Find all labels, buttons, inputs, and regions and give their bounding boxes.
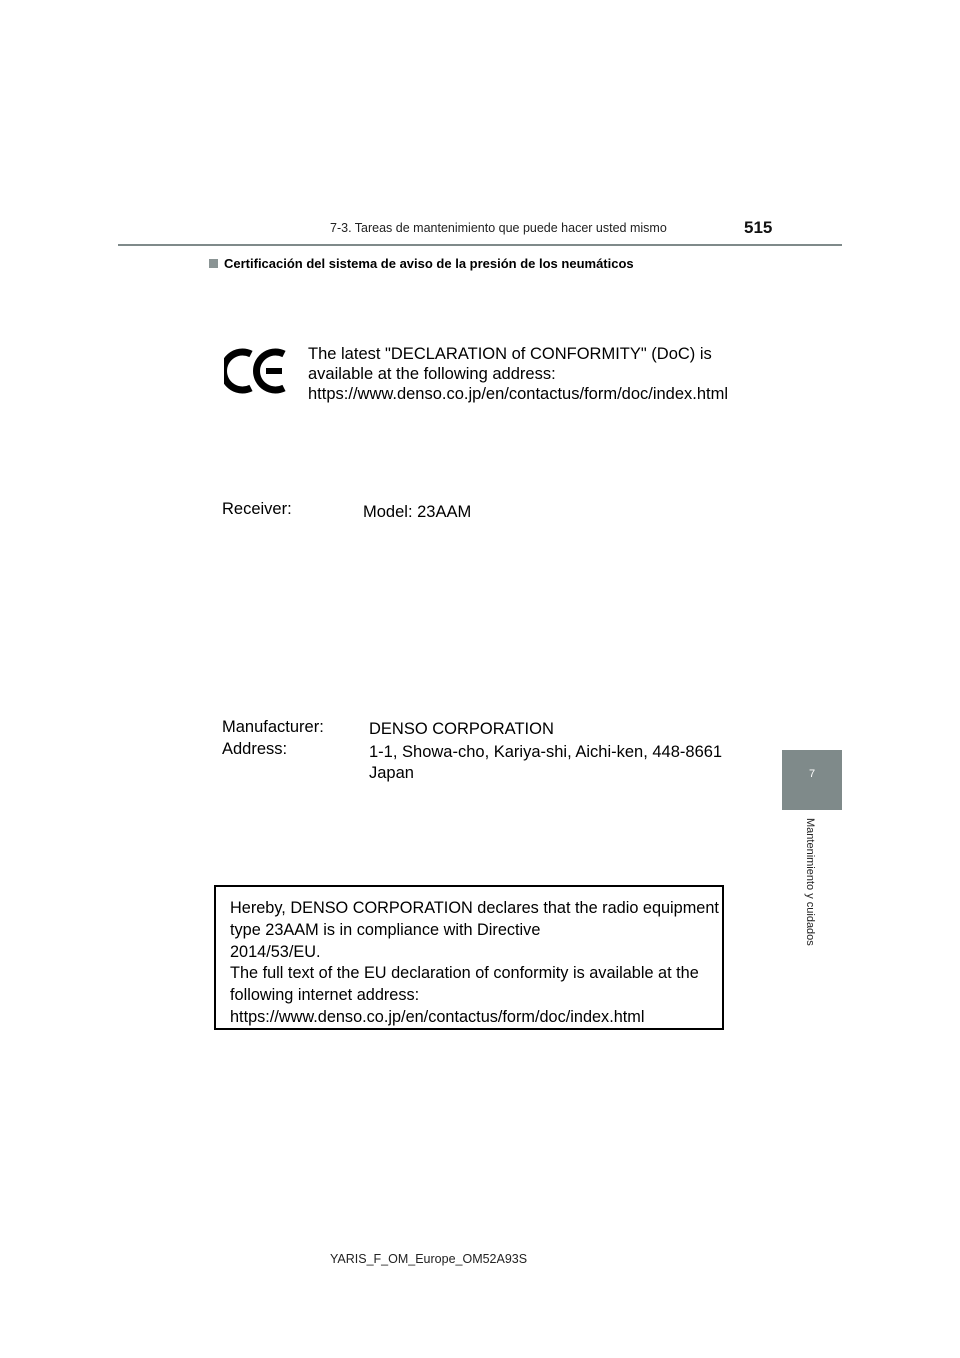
declaration-box <box>214 885 724 1030</box>
declaration-url: https://www.denso.co.jp/en/contactus/form/doc/index.html <box>230 1008 645 1026</box>
declaration-line: type 23AAM is in compliance with Directive <box>230 921 541 939</box>
chapter-number: 7 <box>808 768 816 780</box>
footer-doc-id: YARIS_F_OM_Europe_OM52A93S <box>330 1252 528 1266</box>
declaration-line: following internet address: <box>230 986 420 1004</box>
manufacturer-label: Manufacturer: <box>222 718 324 736</box>
doc-notice-line: available at the following address: <box>308 365 556 383</box>
ce-mark-icon <box>224 346 288 396</box>
declaration-line: Hereby, DENSO CORPORATION declares that the radio equipment <box>230 899 719 917</box>
address-line-1: 1-1, Showa-cho, Kariya-shi, Aichi-ken, 448-8661 <box>369 743 723 761</box>
address-label: Address: <box>222 740 288 758</box>
header-section-title: 7-3. Tareas de mantenimiento que puede hacer usted mismo <box>330 221 667 235</box>
doc-notice-url: https://www.denso.co.jp/en/contactus/form/doc/index.html <box>308 385 729 403</box>
doc-notice <box>308 344 728 404</box>
receiver-model: Model: 23AAM <box>363 503 472 521</box>
chapter-tab <box>782 750 842 810</box>
header-divider <box>118 244 842 246</box>
declaration-line: The full text of the EU declaration of conformity is available at the <box>230 964 699 982</box>
address-line-2: Japan <box>369 764 414 782</box>
doc-notice-line: The latest "DECLARATION of CONFORMITY" (DoC) is <box>308 345 712 363</box>
chapter-label: Mantenimiento y cuidados <box>804 818 816 946</box>
receiver-label: Receiver: <box>222 500 292 518</box>
page-number: 515 <box>744 218 773 237</box>
section-heading-text: Certificación del sistema de aviso de la presión de los neumáticos <box>224 256 634 271</box>
manufacturer-name: DENSO CORPORATION <box>369 720 554 738</box>
square-bullet-icon <box>209 259 218 268</box>
declaration-line: 2014/53/EU. <box>230 943 321 961</box>
section-heading <box>209 256 634 271</box>
